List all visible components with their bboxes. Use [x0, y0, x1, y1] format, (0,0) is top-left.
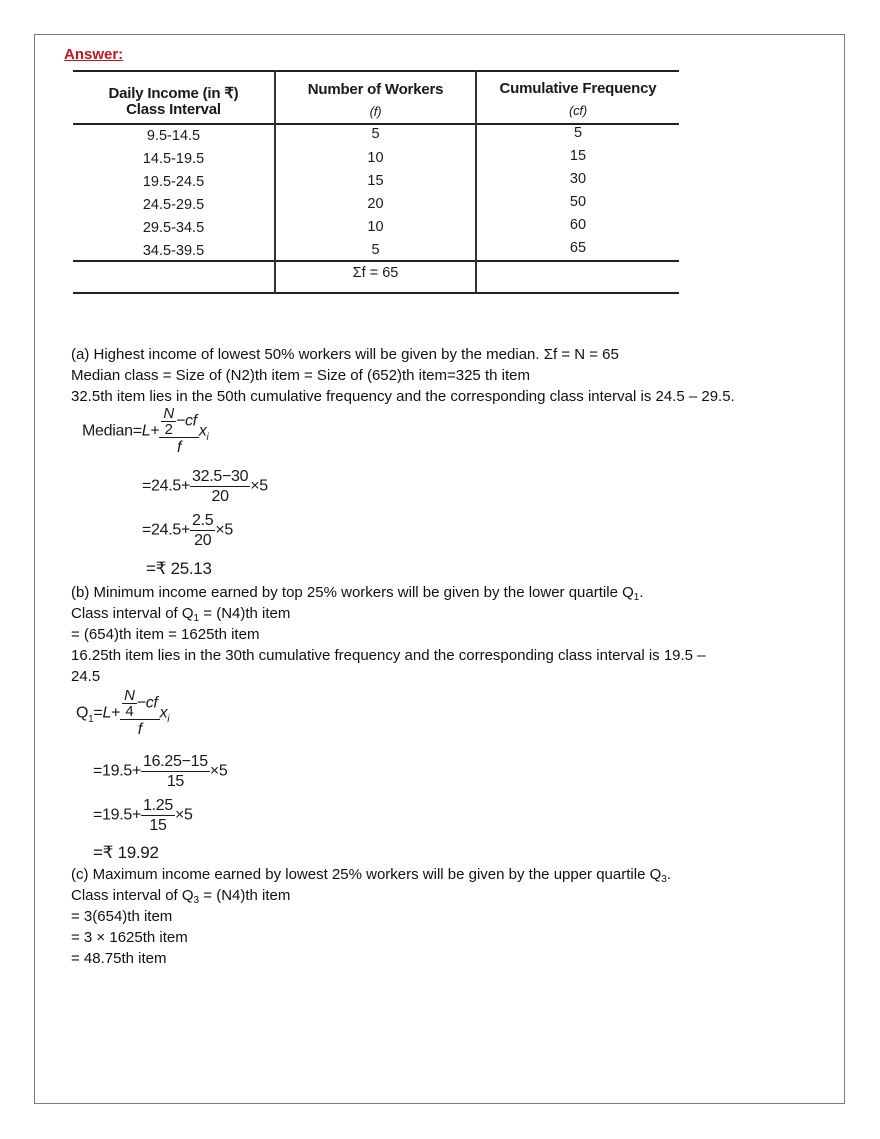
cell-frequency: 5 — [371, 126, 380, 142]
part-c-line-5: = 48.75th item — [71, 950, 167, 967]
table-top-rule — [73, 70, 679, 72]
cell-class-interval: 34.5-39.5 — [142, 243, 205, 259]
part-c-line-2: Class interval of $Q_3 = (N4)th$ item — [71, 887, 291, 906]
q1-label: Q — [76, 704, 89, 722]
median-step-2: =24.5+ $\frac{2.5}{20}$ ×5 — [142, 512, 234, 549]
median-step-1: =24.5+ $\frac{32.5-30}{20}$ ×5 — [142, 468, 268, 505]
cell-class-interval: 14.5-19.5 — [142, 151, 205, 167]
header-cumulative-frequency: Cumulative Frequency (cf) — [499, 80, 657, 118]
part-b-line-2: Class interval of $Q_1 = (N4)th$ item — [71, 605, 291, 624]
cell-cumulative-frequency: 65 — [569, 240, 587, 256]
median-formula: Median=L+ $\frac{N}{2}$ −cf f $x_i$ — [82, 405, 209, 456]
cell-cumulative-frequency: 5 — [573, 125, 583, 141]
cell-frequency: 5 — [371, 242, 380, 258]
part-c-line-3: = 3(654)th item — [71, 908, 173, 925]
cell-cumulative-frequency: 30 — [569, 171, 587, 187]
q1-step-1: =19.5+ $\frac{16.25-15}{15}$ ×5 — [93, 753, 228, 790]
frequency-table — [73, 70, 679, 295]
q1-step-2: =19.5+ $\frac{1.25}{15}$ ×5 — [93, 797, 193, 834]
part-b-line-5: 24.5 — [71, 668, 101, 685]
part-c-line-1: (c) Maximum income earned by lowest 25% workers will be given by the upper quartile $Q_3$. — [71, 866, 671, 885]
part-c-line-4: = 3 × 1625th item — [71, 929, 188, 946]
header-number-of-workers: Number of Workers (f) — [307, 81, 444, 119]
part-a-line-3: 32.5th item lies in the 50th cumulative frequency and the corresponding class interval is 24.5 – 29.5. — [71, 388, 735, 405]
cell-frequency: 10 — [367, 150, 384, 166]
part-a-line-1: (a) Highest income of lowest 50% workers will be given by the median. Σf = N = 65 — [71, 346, 619, 363]
cell-cumulative-frequency: 60 — [569, 217, 587, 233]
header-class-interval: Daily Income (in ₹) Class Interval — [108, 85, 239, 118]
part-b-line-3: = (654)th item = 1625th item — [71, 626, 260, 643]
cell-class-interval: 9.5-14.5 — [146, 128, 201, 144]
q1-result: =₹ 19.92 — [93, 843, 159, 862]
cell-class-interval: 29.5-34.5 — [142, 220, 205, 236]
table-total: Σf = 65 — [352, 265, 399, 281]
cell-frequency: 20 — [367, 196, 384, 212]
median-result: =₹ 25.13 — [146, 559, 212, 578]
part-b-line-1: (b) Minimum income earned by top 25% workers will be given by the lower quartile $Q_1$. — [71, 584, 644, 603]
part-a-line-2: Median class = Size of (N2)th item = Size of (652)th item=325 th item — [71, 367, 530, 384]
cell-class-interval: 19.5-24.5 — [142, 174, 205, 190]
cell-class-interval: 24.5-29.5 — [142, 197, 205, 213]
table-body-rule — [73, 260, 679, 262]
answer-heading: Answer: — [64, 46, 124, 63]
q1-formula: $Q_1=L+$ $\frac{N}{4}$ −cf f $x_i$ — [76, 687, 170, 738]
median-label: Median — [82, 422, 133, 440]
table-bottom-rule — [73, 292, 679, 294]
cell-frequency: 10 — [367, 219, 384, 235]
cell-cumulative-frequency: 50 — [569, 194, 587, 210]
cell-cumulative-frequency: 15 — [569, 148, 587, 164]
median-fraction: $\frac{N}{2}$ −cf f — [159, 406, 198, 457]
part-b-line-4: 16.25th item lies in the 30th cumulative frequency and the corresponding class interval is 19.5 – — [71, 647, 706, 664]
cell-frequency: 15 — [367, 173, 384, 189]
q1-fraction: $\frac{N}{4}$ −cf f — [120, 688, 159, 739]
